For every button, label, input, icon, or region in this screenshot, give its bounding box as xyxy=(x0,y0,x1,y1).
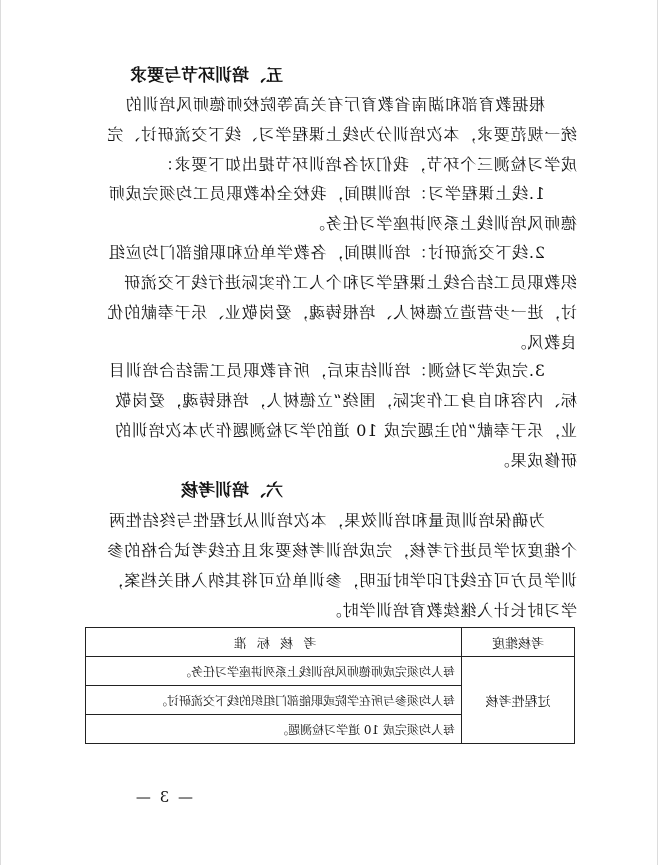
text-line: 个维度对学员进行考核，完成培训考核要求且在线考试合格的参 xyxy=(106,541,577,560)
text-line: 1.线上课程学习：培训期间，我校全体教职员工均须完成师 xyxy=(108,184,545,203)
text-line: 学习时长计入继续教育培训学时。 xyxy=(324,601,577,620)
text-line: 根据教育部和湖南省教育厅有关高等院校师德师风培训的 xyxy=(124,95,545,114)
column-header-standard: 考 核 标 准 xyxy=(86,628,462,657)
table-row xyxy=(86,657,575,686)
section-5-item-3 xyxy=(62,356,577,476)
dimension-cell: 过程性考核 xyxy=(462,657,575,744)
text-line: 业，乐于奉献”的主题完成 10 道的学习检测题作为本次培训的 xyxy=(114,421,577,440)
text-line: 标、内容和自身工作实际，围绕“立德树人，培根铸魂，爱岗敬 xyxy=(114,391,577,410)
text-line: 成学习检测三个环节，我们对各培训环节提出如下要求： xyxy=(156,155,577,174)
section-5-item-2 xyxy=(62,238,577,358)
text-line: 研修成果。 xyxy=(492,451,577,470)
section-5-intro xyxy=(62,90,577,180)
section-5-item-1 xyxy=(62,179,577,239)
text-line: 织教职员工结合线上课程学习和个人工作实际进行线下交流研 xyxy=(123,273,577,292)
assessment-table xyxy=(85,627,575,744)
text-line: 训学员方可在线打印学时证明，参训单位可将其纳入相关档案， xyxy=(106,571,577,590)
section-6-heading: 六、培训考核 xyxy=(181,481,283,501)
column-header-dimension: 考核维度 xyxy=(462,628,575,657)
page-number: — 3 — xyxy=(133,788,193,806)
text-line: 统一规范要求，本次培训分为线上课程学习、线下交流研讨、完 xyxy=(106,125,577,144)
text-line: 为确保培训质量和培训效果，本次培训从过程性与终结性两 xyxy=(108,511,545,530)
standard-cell: 每人均须参与所在学院或职能部门组织的线下交流研讨。 xyxy=(86,686,462,715)
text-line: 2.线下交流研讨：培训期间，各教学单位和职能部门均应组 xyxy=(108,243,545,262)
table-header-row xyxy=(86,628,575,657)
section-6-intro xyxy=(62,506,577,626)
standard-cell: 每人均须完成师德师风培训线上系列讲座学习任务。 xyxy=(86,657,462,686)
section-5-heading: 五、培训环节与要求 xyxy=(130,66,283,86)
text-line: 德师风培训线上系列讲座学习任务。 xyxy=(308,214,577,233)
text-line: 讨，进一步营造立德树人、培根铸魂，爱岗敬业、乐于奉献的优 xyxy=(106,303,577,322)
text-line: 3.完成学习检测：培训结束后，所有教职员工需结合培训目 xyxy=(108,361,545,380)
standard-cell: 每人均须完成 10 道学习检测题。 xyxy=(86,715,462,744)
text-line: 良教风。 xyxy=(509,333,577,352)
